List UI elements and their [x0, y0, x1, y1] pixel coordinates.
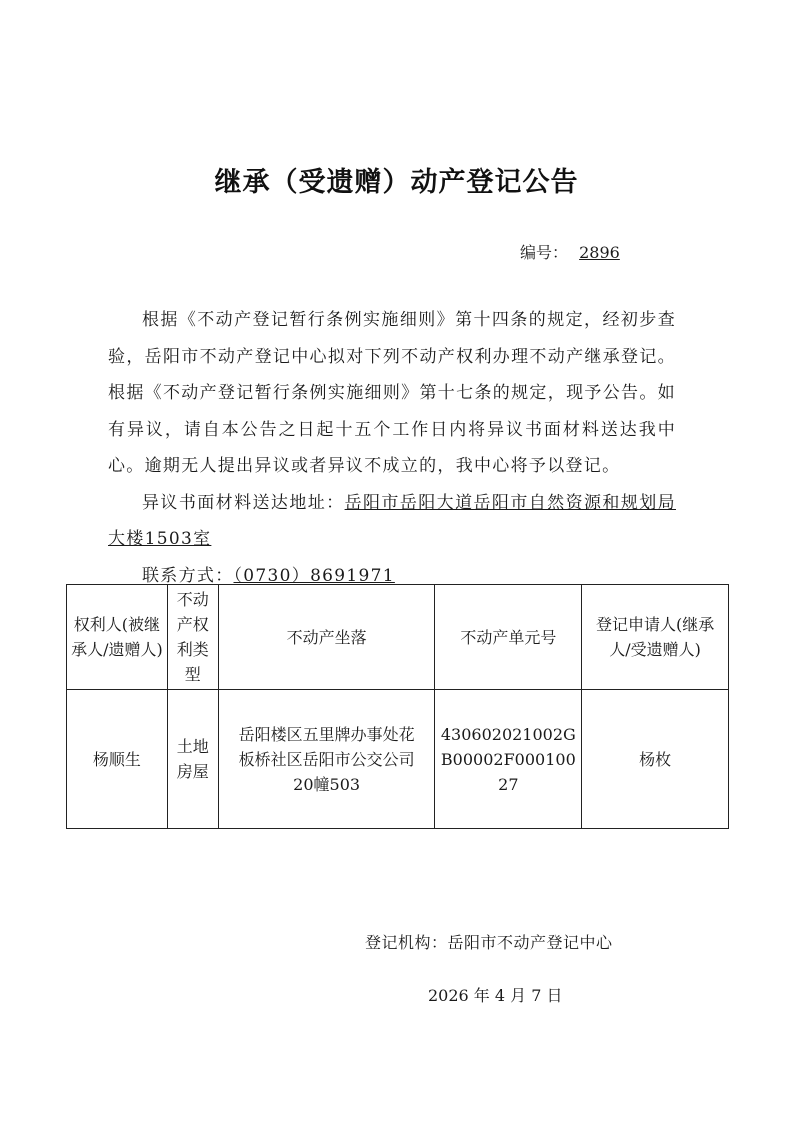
contact-value: （0730）8691971 [233, 565, 395, 586]
cell-location: 岳阳楼区五里牌办事处花板桥社区岳阳市公交公司20幢503 [218, 690, 435, 829]
header-applicant: 登记申请人(继承人/受遗赠人) [582, 585, 729, 690]
table-header-row [67, 585, 729, 690]
address-label: 异议书面材料送达地址： [142, 492, 345, 513]
cell-unit-no: 430602021002GB00002F00010027 [435, 690, 582, 829]
body-paragraph: 根据《不动产登记暂行条例实施细则》第十四条的规定，经初步查验，岳阳市不动产登记中心拟对下列不动产权利办理不动产继承登记。根据《不动产登记暂行条例实施细则》第十七条的规定，现予公告。如有异议，请自本公告之日起十五个工作日内将异议书面材料送达我中心。逾期无人提出异议或者异议不成立的，我中心将予以登记。 [108, 310, 676, 476]
announcement-number [520, 240, 620, 263]
cell-right-type: 土地房屋 [167, 690, 218, 829]
address-value: 岳阳市岳阳大道岳阳市自然资源和规划局大楼1503室 [108, 492, 676, 549]
cell-applicant: 杨枚 [582, 690, 729, 829]
number-label: 编号： [520, 243, 569, 262]
announcement-body [108, 302, 676, 594]
page-title: 继承（受遗赠）动产登记公告 [214, 167, 579, 198]
address-line [108, 485, 676, 558]
number-value: 2896 [579, 243, 620, 262]
cell-owner: 杨顺生 [67, 690, 168, 829]
contact-label: 联系方式： [142, 565, 234, 586]
header-right-type: 不动产权利类型 [167, 585, 218, 690]
header-unit-no: 不动产单元号 [435, 585, 582, 690]
registration-agency: 登记机构：岳阳市不动产登记中心 [365, 933, 613, 952]
registration-table [66, 584, 729, 829]
table-row [67, 690, 729, 829]
announcement-date: 2026 年 4 月 7 日 [428, 986, 563, 1005]
header-owner: 权利人(被继承人/遗赠人) [67, 585, 168, 690]
header-location: 不动产坐落 [218, 585, 435, 690]
